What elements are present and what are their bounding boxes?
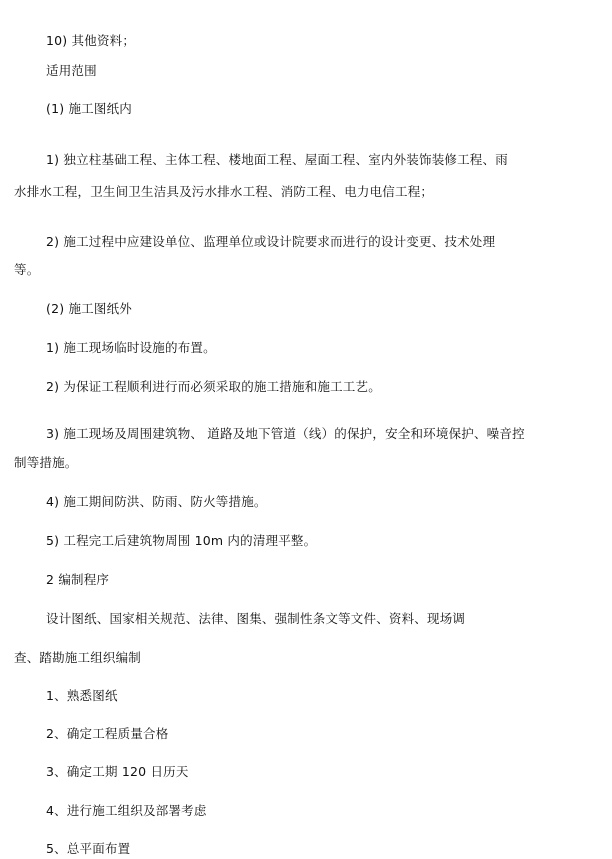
- section-heading: 适用范围: [46, 63, 97, 78]
- step-item: 1、熟悉图纸: [46, 688, 118, 703]
- list-item-continuation: 水排水工程，卫生间卫生洁具及污水排水工程、消防工程、电力电信工程；: [14, 184, 434, 199]
- list-item: 2) 施工过程中应建设单位、监理单位或设计院要求而进行的设计变更、技术处理: [46, 234, 496, 249]
- paragraph-continuation: 查、踏勘施工组织编制: [14, 650, 142, 665]
- list-item: 1) 施工现场临时设施的布置。: [46, 340, 216, 355]
- list-item: 3) 施工现场及周围建筑物、 道路及地下管道（线）的保护，安全和环境保护、噪音控: [46, 426, 525, 441]
- step-item: 5、总平面布置: [46, 841, 131, 856]
- list-item: 1) 独立柱基础工程、主体工程、楼地面工程、屋面工程、室内外装饰装修工程、雨: [46, 152, 508, 167]
- step-item: 3、确定工期 120 日历天: [46, 764, 189, 779]
- list-item: 2) 为保证工程顺利进行而必须采取的施工措施和施工工艺。: [46, 379, 381, 394]
- section-heading: 2 编制程序: [46, 572, 110, 587]
- subsection-heading: (1) 施工图纸内: [46, 101, 132, 116]
- list-item: 4) 施工期间防洪、防雨、防火等措施。: [46, 494, 267, 509]
- step-item: 4、进行施工组织及部署考虑: [46, 803, 207, 818]
- list-item-continuation: 制等措施。: [14, 455, 78, 470]
- list-item-continuation: 等。: [14, 262, 40, 277]
- subsection-heading: (2) 施工图纸外: [46, 301, 132, 316]
- list-item: 5) 工程完工后建筑物周围 10m 内的清理平整。: [46, 533, 317, 548]
- text-line: 10) 其他资料；: [46, 33, 136, 48]
- paragraph-line: 设计图纸、国家相关规范、法律、图集、强制性条文等文件、资料、现场调: [46, 611, 466, 626]
- step-item: 2、确定工程质量合格: [46, 726, 169, 741]
